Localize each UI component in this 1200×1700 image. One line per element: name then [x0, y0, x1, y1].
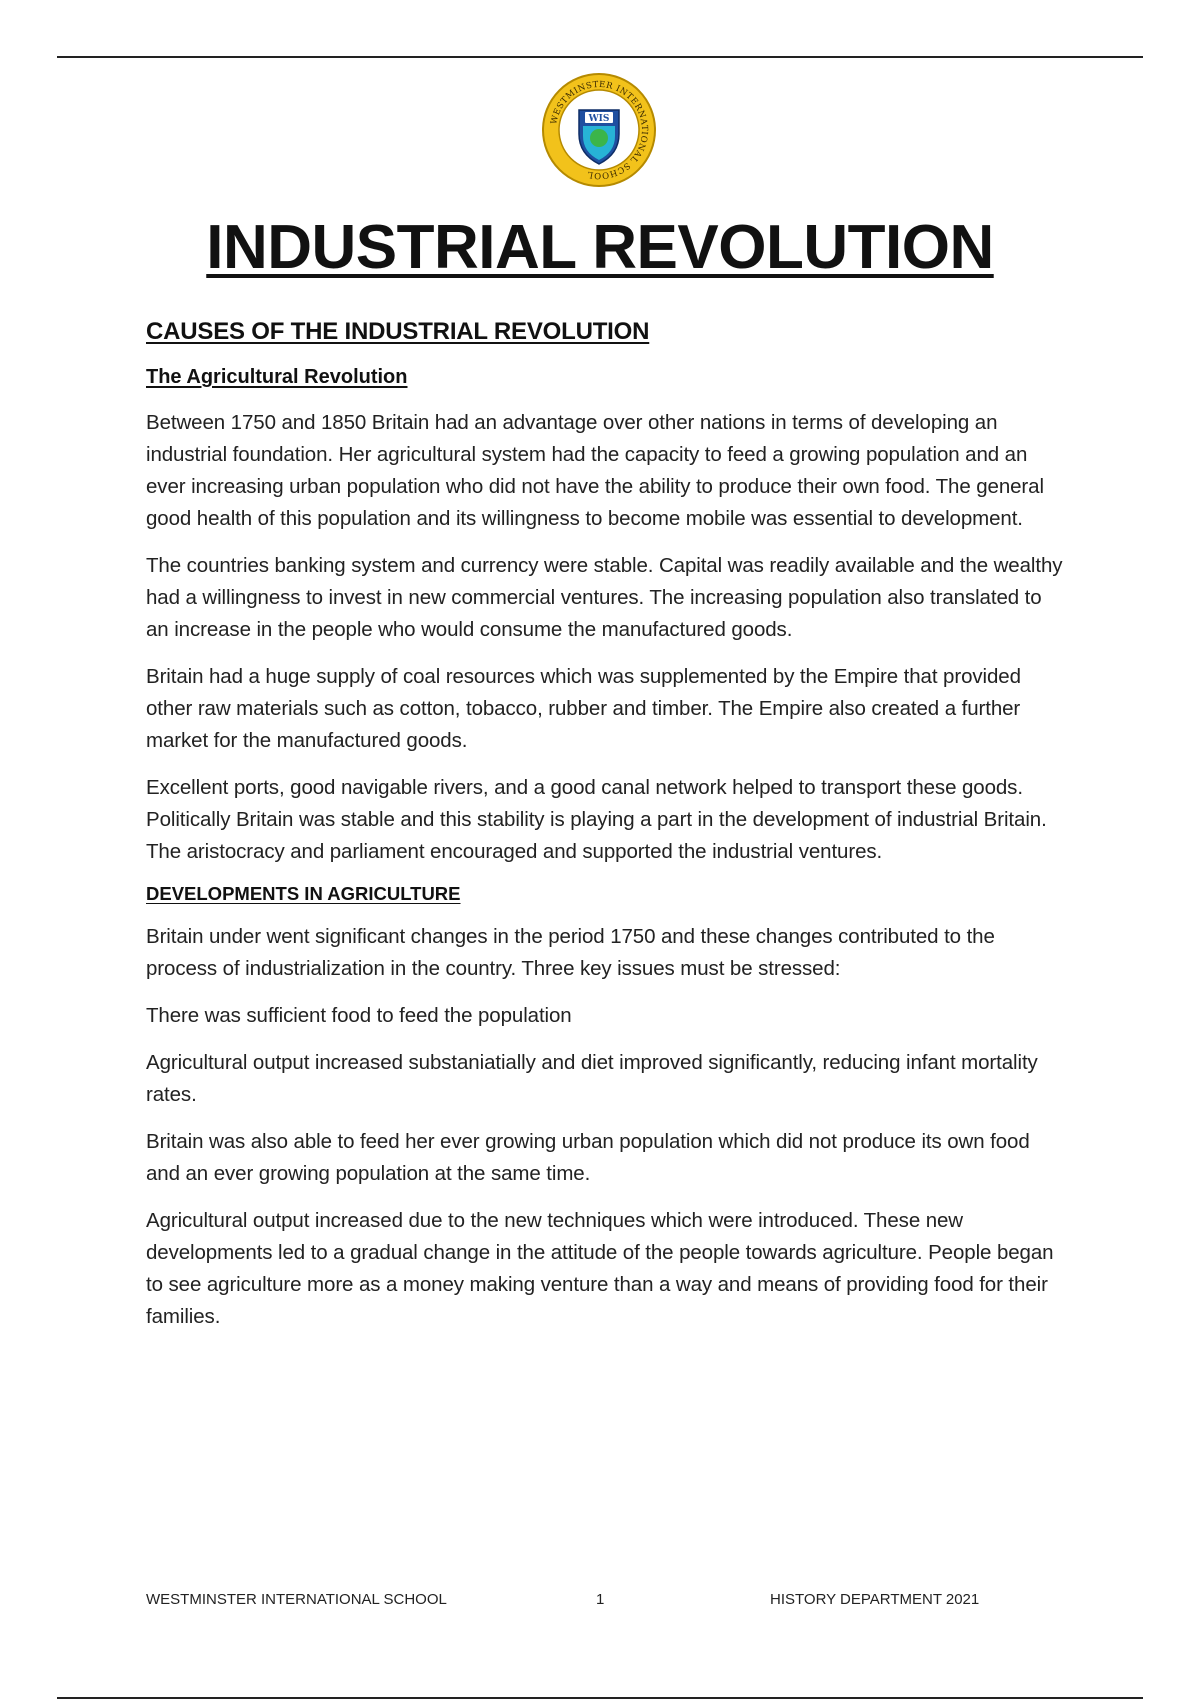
footer-school-name: WESTMINSTER INTERNATIONAL SCHOOL [146, 1591, 447, 1608]
paragraph: Between 1750 and 1850 Britain had an advantage over other nations in terms of developing an industrial foundation. Her agricultural system had the capacity to feed a growing population and an ever increasing urban population who did not have the ability to produce their own food. The general good health of this population and its willingness to become mobile was essential to development. [146, 411, 1044, 530]
paragraph: There was sufficient food to feed the population [146, 1004, 572, 1027]
svg-text:WESTMINSTER INTERNATIONAL SCHO: WESTMINSTER INTERNATIONAL SCHOOL [549, 79, 650, 181]
paragraph: Excellent ports, good navigable rivers, and a good canal network helped to transport these goods. Politically Britain was stable and this stability is playing a part in the development of industrial Britain. The aristocracy and parliament encouraged and supported the industrial ventures. [146, 776, 1047, 863]
school-crest-icon [541, 72, 657, 188]
section-heading: CAUSES OF THE INDUSTRIAL REVOLUTION [146, 318, 650, 345]
subheading-developments-in-agriculture: DEVELOPMENTS IN AGRICULTURE [146, 883, 461, 904]
paragraph: Agricultural output increased due to the new techniques which were introduced. These new developments led to a gradual change in the attitude of the people towards agriculture. People began to see agriculture more as a money making venture than a way and means of providing food for their families. [146, 1209, 1054, 1328]
subheading-agricultural-revolution: The Agricultural Revolution [146, 366, 408, 388]
paragraph: Britain had a huge supply of coal resources which was supplemented by the Empire that provided other raw materials such as cotton, tobacco, rubber and timber. The Empire also created a further market for the manufactured goods. [146, 665, 1021, 752]
footer-page-number: 1 [596, 1591, 605, 1608]
paragraph: Agricultural output increased substaniatially and diet improved significantly, reducing infant mortality rates. [146, 1051, 1038, 1106]
paragraph: Britain was also able to feed her ever growing urban population which did not produce its own food and an ever growing population at the same time. [146, 1130, 1030, 1185]
document-body [146, 318, 1066, 1348]
svg-text:WIS: WIS [588, 114, 610, 124]
paragraph: The countries banking system and currency were stable. Capital was readily available and the wealthy had a willingness to invest in new commercial ventures. The increasing population also translated to an increase in the people who would consume the manufactured goods. [146, 554, 1063, 641]
bottom-rule [57, 1697, 1143, 1699]
top-rule [57, 56, 1143, 58]
paragraph: Britain under went significant changes in the period 1750 and these changes contributed to the process of industrialization in the country. Three key issues must be stressed: [146, 925, 995, 980]
page-title: INDUSTRIAL REVOLUTION [206, 213, 994, 282]
footer-department: HISTORY DEPARTMENT 2021 [770, 1591, 980, 1608]
